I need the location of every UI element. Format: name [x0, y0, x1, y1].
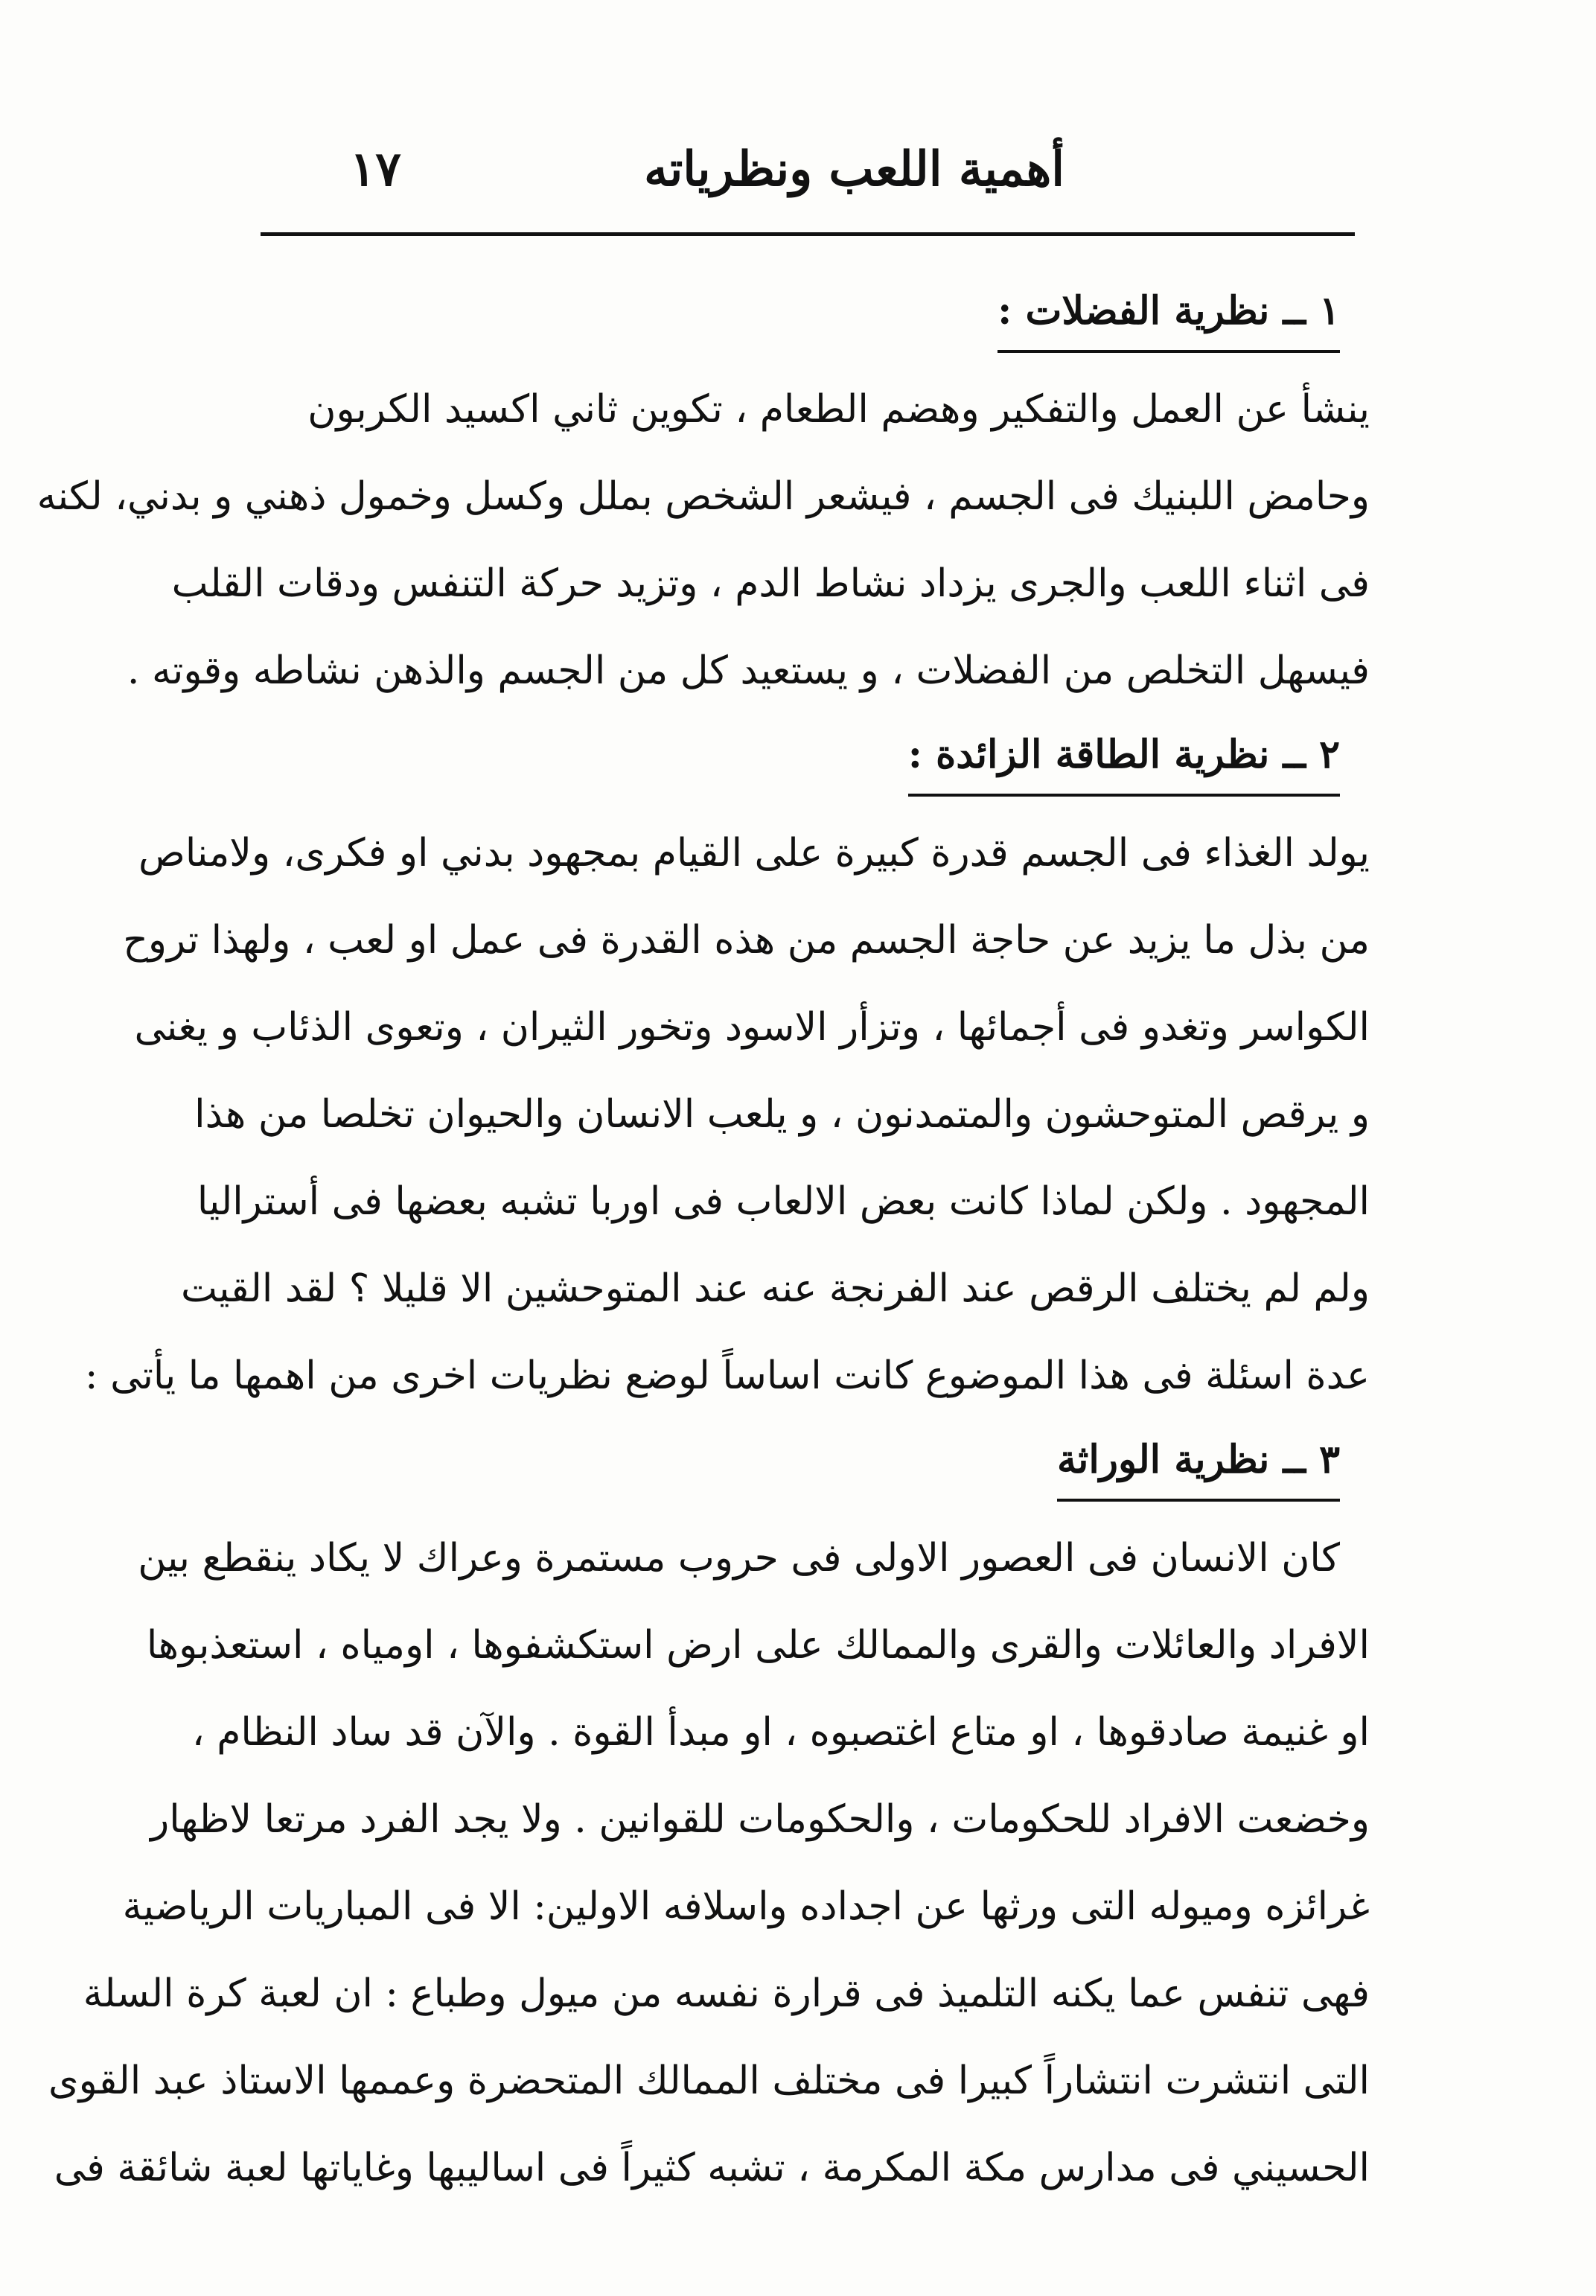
running-title: أهمية اللعب ونظرياته: [644, 141, 1064, 197]
section-heading: ٣ ــ نظرية الوراثة: [1057, 1424, 1340, 1502]
page-header: [261, 134, 1362, 223]
page-number: ١٧: [350, 141, 401, 197]
paragraph-line: وخضعت الافراد للحكومات ، والحكومات للقوانين . ولا يجد الفرد مرتعا لاظهار: [150, 1797, 1370, 1842]
section-heredity-theory: [48, 1424, 1370, 2212]
paragraph-line: فهى تنفس عما يكنه التلميذ فى قرارة نفسه من ميول وطباع : ان لعبة كرة السلة: [83, 1971, 1370, 2016]
paragraph-line: الكواسر وتغدو فى أجمائها ، وتزأر الاسود وتخور الثيران ، وتعوى الذئاب و يغنى: [134, 1005, 1370, 1050]
paragraph-line: عدة اسئلة فى هذا الموضوع كانت اساساً لوضع نظريات اخرى من اهمها ما يأتى :: [85, 1353, 1370, 1398]
paragraph-line: المجهود . ولكن لماذا كانت بعض الالعاب فى اوربا تشبه بعضها فى أستراليا: [197, 1179, 1370, 1224]
paragraph-line: او غنيمة صادقوها ، او متاع اغتصبوه ، او مبدأ القوة . والآن قد ساد النظام ،: [191, 1710, 1370, 1755]
page-body: [36, 275, 1370, 2216]
section-heading: ١ ــ نظرية الفضلات :: [998, 275, 1340, 353]
paragraph-line: فيسهل التخلص من الفضلات ، و يستعيد كل من الجسم والذهن نشاطه وقوته .: [127, 648, 1370, 693]
paragraph-line: و يرقص المتوحشون والمتمدنون ، و يلعب الانسان والحيوان تخلصا من هذا: [194, 1092, 1370, 1137]
paragraph-line: من بذل ما يزيد عن حاجة الجسم من هذه القدرة فى عمل او لعب ، ولهذا تروح: [123, 918, 1370, 963]
paragraph-line: فى اثناء اللعب والجرى يزداد نشاط الدم ، وتزيد حركة التنفس ودقات القلب: [171, 561, 1370, 606]
paragraph-line: الحسيني فى مدارس مكة المكرمة ، تشبه كثيراً فى اساليبها وغاياتها لعبة شائقة فى: [54, 2146, 1370, 2190]
section-surplus-energy-theory: [85, 719, 1370, 1420]
section-waste-theory: [36, 275, 1370, 715]
paragraph-line: التى انتشرت انتشاراً كبيرا فى مختلف الممالك المتحضرة وعممها الاستاذ عبد القوى: [48, 2059, 1370, 2103]
paragraph-line: يولد الغذاء فى الجسم قدرة كبيرة على القيام بمجهود بدني او فكرى، ولامناص: [138, 831, 1370, 876]
paragraph-line: وحامض اللبنيك فى الجسم ، فيشعر الشخص بملل وكسل وخمول ذهني و بدني، لكنه: [36, 474, 1370, 519]
paragraph-line: غرائزه وميوله التى ورثها عن اجداده واسلافه الاولين: الا فى المباريات الرياضية: [122, 1884, 1370, 1929]
header-rule: [261, 232, 1355, 236]
paragraph-line: الافراد والعائلات والقرى والممالك على ارض استكشفوها ، اومياه ، استعذبوها: [146, 1623, 1370, 1668]
paragraph-line: ينشأ عن العمل والتفكير وهضم الطعام ، تكوين ثاني اكسيد الكربون: [307, 387, 1370, 432]
section-heading: ٢ ــ نظرية الطاقة الزائدة :: [908, 719, 1340, 797]
paragraph-line: كان الانسان فى العصور الاولى فى حروب مستمرة وعراك لا يكاد ينقطع بين: [138, 1536, 1340, 1581]
paragraph-line: ولم لم يختلف الرقص عند الفرنجة عنه عند المتوحشين الا قليلا ؟ لقد القيت: [180, 1266, 1370, 1311]
